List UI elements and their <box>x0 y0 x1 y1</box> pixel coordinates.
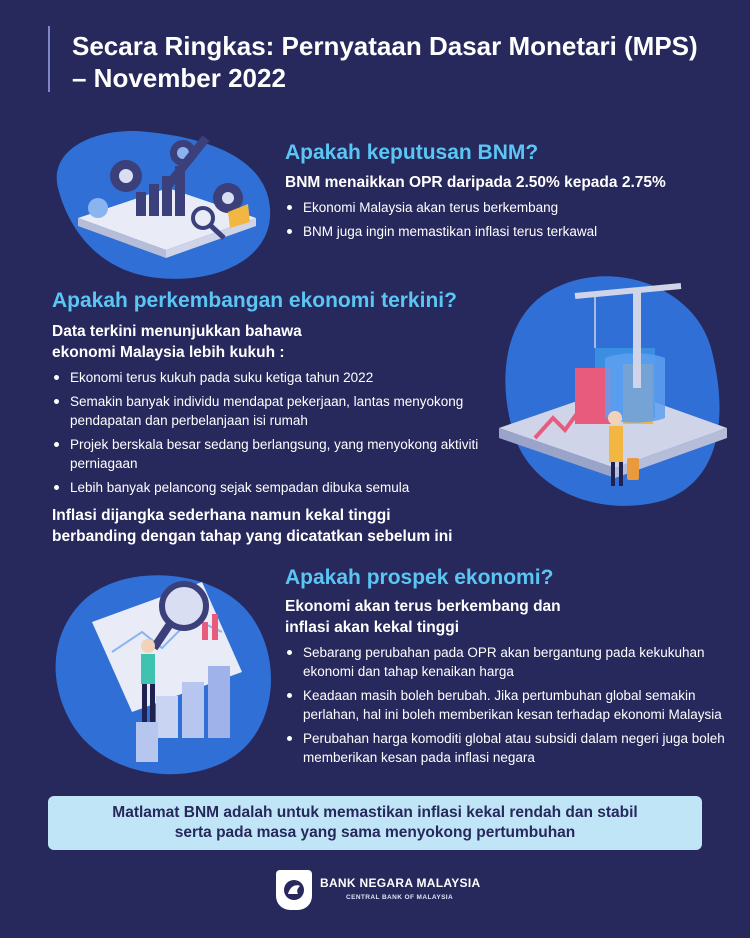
analysis-illustration-icon <box>52 562 278 776</box>
goal-line-2: serta pada masa yang sama menyokong pertumbuhan <box>174 824 576 841</box>
title-accent-bar <box>48 26 50 92</box>
percent-illustration-icon <box>38 118 278 286</box>
list-item: Projek berskala besar sedang berlangsung, yang menyokong aktiviti perniagaan <box>52 435 522 473</box>
section-decision <box>285 140 725 241</box>
section-outlook-bullets <box>285 643 725 767</box>
section-current-economy <box>52 288 522 547</box>
list-item: Ekonomi Malaysia akan terus berkembang <box>285 198 725 217</box>
goal-line-1: Matlamat BNM adalah untuk memastikan inflasi kekal rendah dan stabil <box>112 804 638 821</box>
list-item: Perubahan harga komoditi global atau subsidi dalam negeri juga boleh memberikan kesan pada inflasi negara <box>285 729 725 767</box>
inflation-note-1: Inflasi dijangka sederhana namun kekal tinggi <box>52 507 391 524</box>
bank-name-english: CENTRAL BANK OF MALAYSIA <box>346 894 454 901</box>
bnm-logo-icon <box>276 870 312 910</box>
list-item: Keadaan masih boleh berubah. Jika pertumbuhan global semakin perlahan, hal ini boleh memberikan kesan terhadap ekonomi Malaysia <box>285 686 725 724</box>
inflation-note-2: berbanding dengan tahap yang dicatatkan sebelum ini <box>52 528 453 545</box>
page-title: Secara Ringkas: Pernyataan Dasar Monetari (MPS) – November 2022 <box>72 31 698 93</box>
goal-banner <box>48 796 702 850</box>
list-item: Ekonomi terus kukuh pada suku ketiga tahun 2022 <box>52 368 522 387</box>
list-item: Sebarang perubahan pada OPR akan bergantung pada kekukuhan ekonomi dan tahap kenaikan harga <box>285 643 725 681</box>
bank-name: BANK NEGARA MALAYSIA <box>320 876 481 890</box>
section-decision-subheading: BNM menaikkan OPR daripada 2.50% kepada 2.75% <box>285 174 666 191</box>
section-outlook-heading: Apakah prospek ekonomi? <box>285 566 554 589</box>
section-decision-heading: Apakah keputusan BNM? <box>285 141 539 164</box>
construction-illustration-icon <box>495 268 731 510</box>
section-current-economy-heading: Apakah perkembangan ekonomi terkini? <box>52 289 457 312</box>
list-item: Lebih banyak pelancong sejak sempadan dibuka semula <box>52 478 522 497</box>
list-item: BNM juga ingin memastikan inflasi terus terkawal <box>285 222 725 241</box>
section-outlook <box>285 565 725 767</box>
section-current-economy-subheading-2: ekonomi Malaysia lebih kukuh : <box>52 344 285 361</box>
bnm-logo <box>276 868 486 912</box>
section-outlook-subheading-1: Ekonomi akan terus berkembang dan <box>285 598 561 615</box>
list-item: Semakin banyak individu mendapat pekerjaan, lantas menyokong pendapatan dan perbelanjaan isi rumah <box>52 392 522 430</box>
section-current-economy-subheading-1: Data terkini menunjukkan bahawa <box>52 323 302 340</box>
section-outlook-subheading-2: inflasi akan kekal tinggi <box>285 619 460 636</box>
section-current-economy-bullets <box>52 368 522 497</box>
section-decision-bullets <box>285 198 725 241</box>
